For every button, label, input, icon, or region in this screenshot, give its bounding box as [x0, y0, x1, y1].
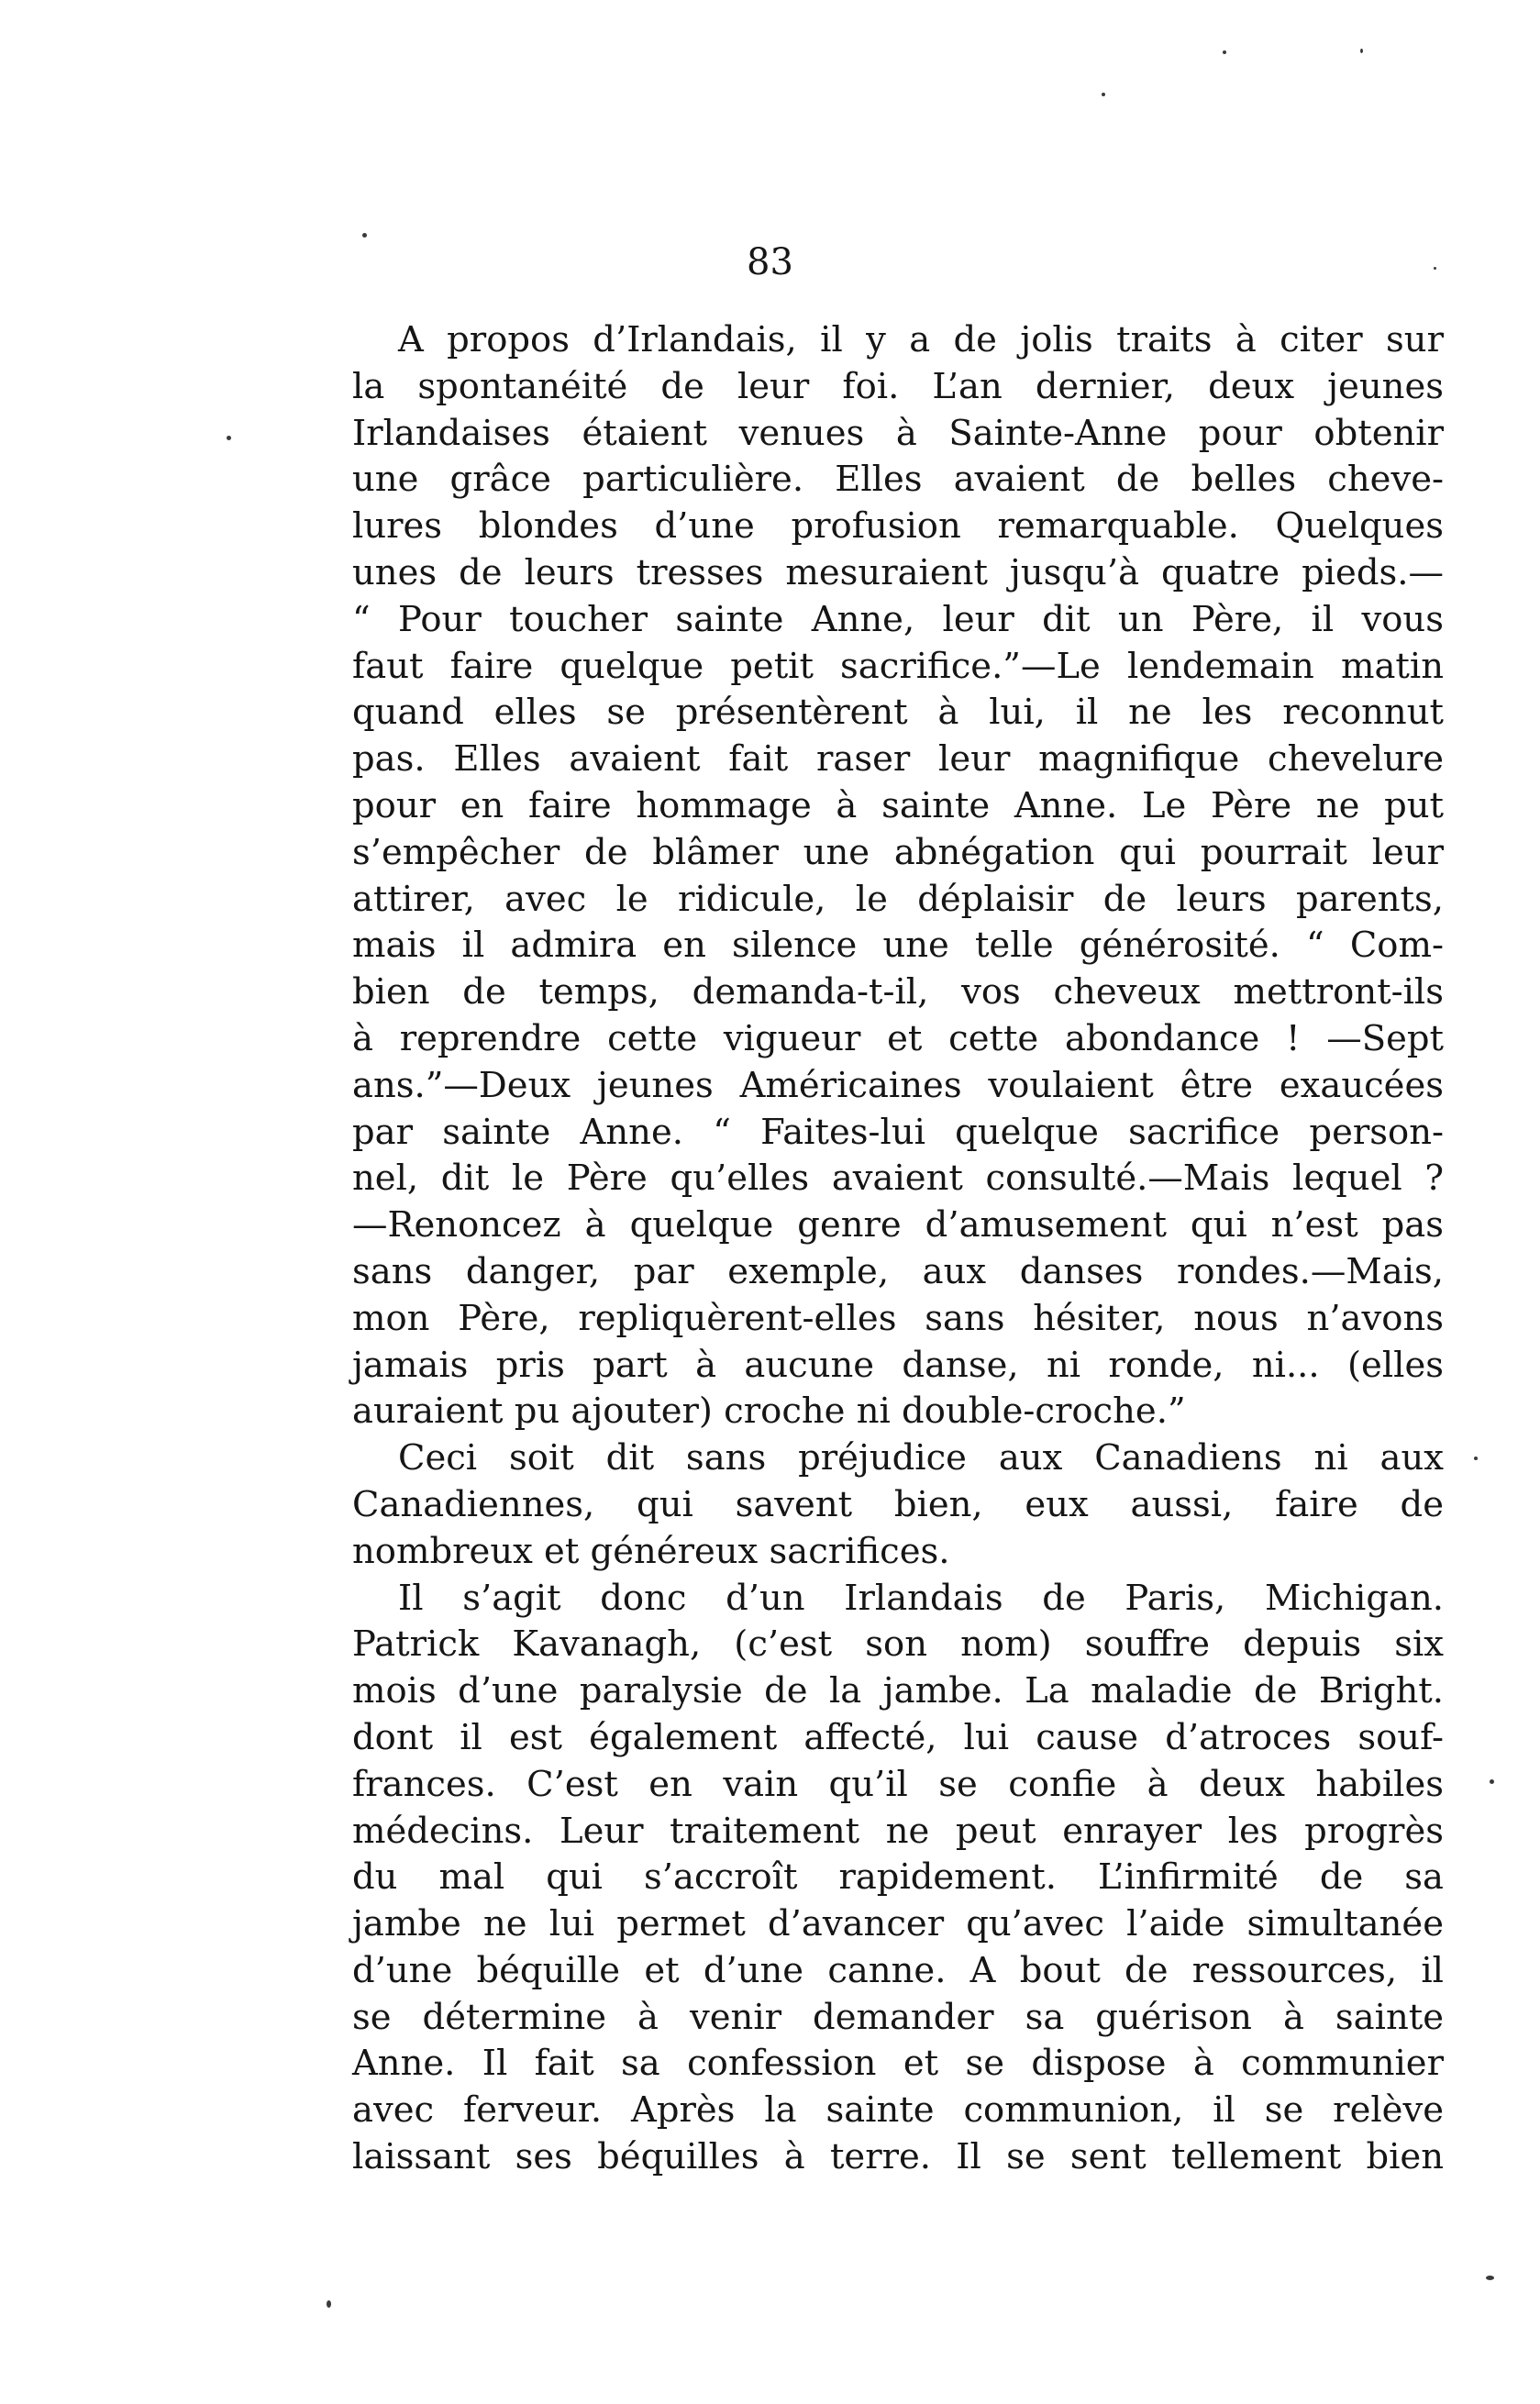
- scan-speck: [1223, 50, 1226, 54]
- text-line: mois d’une paralysie de la jambe. La maladie de Bright.: [352, 1670, 1444, 1712]
- text-line: jamais pris part à aucune danse, ni ronde, ni... (elles: [352, 1344, 1444, 1386]
- scan-speck: [227, 436, 231, 440]
- page-number: 83: [747, 241, 793, 283]
- text-line: mon Père, repliquèrent-elles sans hésiter, nous n’avons: [352, 1297, 1444, 1339]
- text-line: du mal qui s’accroît rapidement. L’infirmité de sa: [352, 1856, 1444, 1899]
- text-line: frances. C’est en vain qu’il se confie à deux habiles: [352, 1763, 1444, 1805]
- text-line: laissant ses béquilles à terre. Il se sent tellement bien: [352, 2136, 1444, 2178]
- text-line: quand elles se présentèrent à lui, il ne les reconnut: [352, 692, 1444, 734]
- text-line: lures blondes d’une profusion remarquable. Quelques: [352, 505, 1444, 548]
- text-line: faut faire quelque petit sacrifice.”—Le lendemain matin: [352, 645, 1444, 687]
- text-line: Il s’agit donc d’un Irlandais de Paris, Michigan.: [398, 1577, 1444, 1619]
- text-line: bien de temps, demanda-t-il, vos cheveux mettront-ils: [352, 971, 1444, 1014]
- text-line: s’empêcher de blâmer une abnégation qui pourrait leur: [352, 831, 1444, 873]
- text-line: nombreux et généreux sacrifices.: [352, 1530, 950, 1572]
- scan-speck: [1360, 49, 1363, 53]
- text-line: auraient pu ajouter) croche ni double-croche.”: [352, 1390, 1186, 1433]
- text-line: la spontanéité de leur foi. L’an dernier, deux jeunes: [352, 365, 1444, 407]
- text-line: Irlandaises étaient venues à Sainte-Anne pour obtenir: [352, 412, 1444, 454]
- text-line: médecins. Leur traitement ne peut enrayer les progrès: [352, 1810, 1444, 1852]
- text-line: mais il admira en silence une telle générosité. “ Com-: [352, 925, 1444, 967]
- text-line: A propos d’Irlandais, il y a de jolis traits à citer sur: [398, 319, 1444, 360]
- text-line: avec ferveur. Après la sainte communion, il se relève: [352, 2089, 1444, 2132]
- text-line: Ceci soit dit sans préjudice aux Canadiens ni aux: [398, 1437, 1444, 1479]
- text-line: pour en faire hommage à sainte Anne. Le Père ne put: [352, 784, 1444, 826]
- text-line: “ Pour toucher sainte Anne, leur dit un Père, il vous: [352, 598, 1444, 640]
- text-line: à reprendre cette vigueur et cette abondance ! —Sept: [352, 1017, 1444, 1059]
- body-text: [352, 317, 1444, 2181]
- text-line: unes de leurs tresses mesuraient jusqu’à quatre pieds.—: [352, 551, 1444, 593]
- scan-speck: [327, 2300, 331, 2308]
- text-line: nel, dit le Père qu’elles avaient consulté.—Mais lequel ?: [352, 1158, 1444, 1200]
- text-line: par sainte Anne. “ Faites-lui quelque sacrifice person-: [352, 1111, 1444, 1153]
- scan-speck: [1474, 1457, 1478, 1460]
- scan-speck: [1102, 93, 1105, 96]
- text-line: —Renoncez à quelque genre d’amusement qui n’est pas: [352, 1204, 1444, 1246]
- text-line: Patrick Kavanagh, (c’est son nom) souffre depuis six: [352, 1623, 1444, 1666]
- text-line: Canadiennes, qui savent bien, eux aussi, faire de: [352, 1483, 1444, 1525]
- text-line: dont il est également affecté, lui cause d’atroces souf-: [352, 1716, 1444, 1758]
- text-line: sans danger, par exemple, aux danses rondes.—Mais,: [352, 1250, 1444, 1292]
- scan-speck: [1486, 2276, 1494, 2280]
- text-line: Anne. Il fait sa confession et se dispose à communier: [352, 2043, 1444, 2085]
- text-line: jambe ne lui permet d’avancer qu’avec l’aide simultanée: [352, 1903, 1444, 1945]
- scan-speck: [1434, 267, 1436, 270]
- text-line: une grâce particulière. Elles avaient de belles cheve-: [352, 459, 1444, 501]
- text-line: ans.”—Deux jeunes Américaines voulaient être exaucées: [352, 1064, 1444, 1106]
- scan-speck: [362, 233, 367, 238]
- scan-speck: [1490, 1779, 1494, 1784]
- text-line: se détermine à venir demander sa guérison à sainte: [352, 1996, 1444, 2038]
- text-line: pas. Elles avaient fait raser leur magnifique chevelure: [352, 738, 1444, 781]
- text-line: d’une béquille et d’une canne. A bout de ressources, il: [352, 1949, 1444, 1991]
- text-line: attirer, avec le ridicule, le déplaisir de leurs parents,: [352, 878, 1444, 920]
